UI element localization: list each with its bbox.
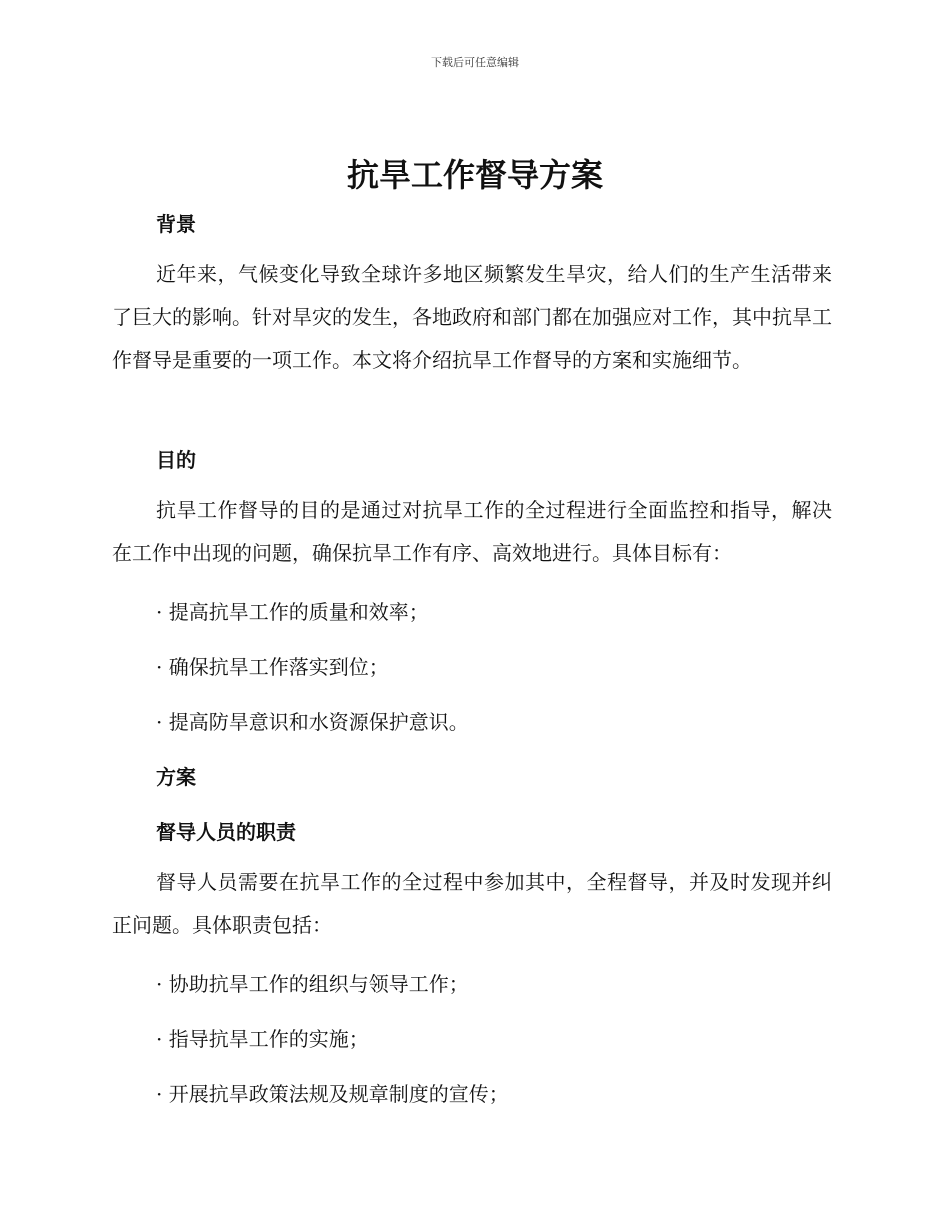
list-item: · 提高抗旱工作的质量和效率； (156, 600, 429, 624)
list-item: · 确保抗旱工作落实到位； (156, 655, 389, 679)
paragraph-background: 近年来，气候变化导致全球许多地区频繁发生旱灾，给人们的生产生活带来了巨大的影响。针对旱灾的发生，各地政府和部门都在加强应对工作，其中抗旱工作督导是重要的一项工作。本文将介绍抗旱工作督导的方案和实施细节。 (112, 262, 832, 372)
subheading-supervisor-duties: 督导人员的职责 (156, 820, 296, 844)
list-item: · 协助抗旱工作的组织与领导工作； (156, 972, 469, 996)
list-item: · 开展抗旱政策法规及规章制度的宣传； (156, 1082, 509, 1106)
heading-background: 背景 (156, 212, 196, 236)
paragraph-purpose: 抗旱工作督导的目的是通过对抗旱工作的全过程进行全面监控和指导，解决在工作中出现的问题，确保抗旱工作有序、高效地进行。具体目标有： (112, 498, 832, 565)
document-title: 抗旱工作督导方案 (346, 156, 603, 194)
list-item: · 提高防旱意识和水资源保护意识。 (156, 710, 469, 734)
list-item: · 指导抗旱工作的实施； (156, 1027, 369, 1051)
paragraph-supervisor-duties: 督导人员需要在抗旱工作的全过程中参加其中，全程督导，并及时发现并纠正问题。具体职责包括： (112, 870, 832, 937)
header-note: 下载后可任意编辑 (431, 56, 519, 69)
heading-plan: 方案 (156, 765, 196, 789)
heading-purpose: 目的 (156, 448, 196, 472)
